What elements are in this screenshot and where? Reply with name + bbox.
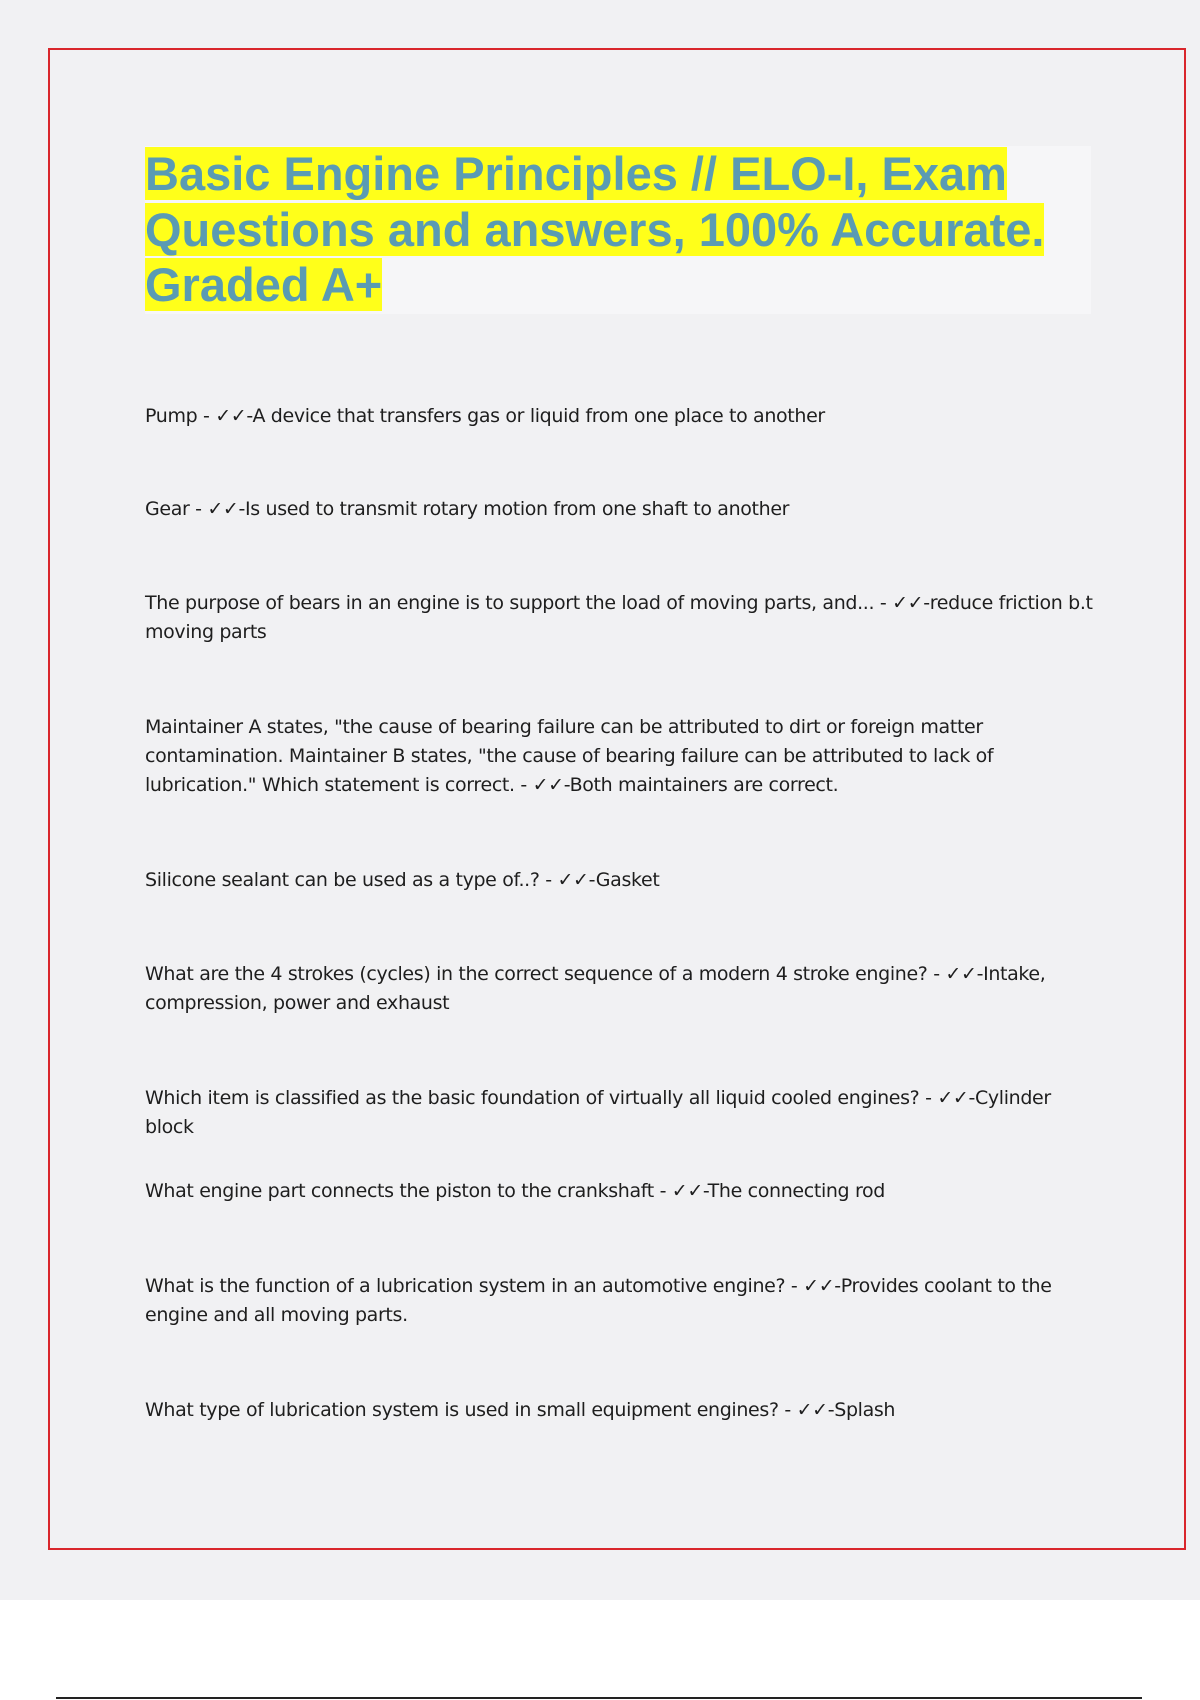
- double-check-icon: ✓✓: [207, 498, 239, 520]
- qa-separator: -: [968, 1087, 975, 1109]
- qa-answer: A device that transfers gas or liquid from one place to another: [252, 405, 825, 427]
- double-check-icon: ✓✓: [945, 963, 977, 985]
- qa-separator: -: [588, 869, 596, 891]
- qa-question: What are the 4 strokes (cycles) in the correct sequence of a modern 4 stroke engine?: [145, 963, 928, 985]
- qa-separator: -: [827, 1399, 835, 1421]
- qa-answer: Provides coolant to the engine and all moving parts.: [145, 1275, 1052, 1326]
- qa-item: [145, 1272, 1095, 1330]
- qa-question: Which item is classified as the basic foundation of virtually all liquid cooled engines?: [145, 1087, 920, 1109]
- qa-item: [145, 402, 1095, 431]
- qa-separator: -: [197, 405, 216, 427]
- qa-separator: -: [246, 405, 253, 427]
- double-check-icon: ✓✓: [937, 1087, 969, 1109]
- qa-separator: -: [778, 1399, 797, 1421]
- qa-answer: Is used to transmit rotary motion from one shaft to another: [245, 498, 790, 520]
- qa-answer: Both maintainers are correct.: [569, 774, 839, 796]
- qa-item: [145, 866, 1095, 895]
- qa-separator: -: [919, 1087, 938, 1109]
- qa-separator: -: [539, 869, 558, 891]
- qa-separator: -: [834, 1275, 841, 1297]
- double-check-icon: ✓✓: [892, 592, 924, 614]
- qa-item: [145, 960, 1095, 1018]
- qa-separator: -: [238, 498, 246, 520]
- double-check-icon: ✓✓: [671, 1180, 703, 1202]
- qa-question: Gear: [145, 498, 190, 520]
- qa-separator: -: [927, 963, 946, 985]
- document-title: [145, 146, 1091, 313]
- qa-question: What type of lubrication system is used in small equipment engines?: [145, 1399, 779, 1421]
- qa-answer: Gasket: [595, 869, 660, 891]
- title-highlight: Basic Engine Principles // ELO-I, Exam Questions and answers, 100% Accurate. Graded A+: [145, 147, 1045, 311]
- qa-item: [145, 1177, 1095, 1206]
- qa-separator: -: [514, 774, 533, 796]
- qa-answer: Intake, compression, power and exhaust: [145, 963, 1046, 1014]
- qa-answer: Splash: [834, 1399, 896, 1421]
- qa-item: [145, 1396, 1095, 1425]
- qa-separator: -: [874, 592, 893, 614]
- qa-separator: -: [923, 592, 930, 614]
- qa-question: What engine part connects the piston to the crankshaft: [145, 1180, 654, 1202]
- title-block: [145, 146, 1091, 314]
- qa-separator: -: [702, 1180, 708, 1202]
- qa-question: Silicone sealant can be used as a type of..?: [145, 869, 540, 891]
- qa-separator: -: [563, 774, 570, 796]
- qa-question: Pump: [145, 405, 198, 427]
- double-check-icon: ✓✓: [803, 1275, 835, 1297]
- qa-question: What is the function of a lubrication system in an automotive engine?: [145, 1275, 786, 1297]
- qa-question: Maintainer A states, "the cause of bearing failure can be attributed to dirt or foreign matter contamination. Maintainer B states, "the cause of bearing failure can be attributed to lack of lubrication." Which statement is correct.: [145, 716, 994, 796]
- qa-separator: -: [976, 963, 984, 985]
- qa-item: [145, 495, 1095, 524]
- qa-separator: -: [189, 498, 208, 520]
- double-check-icon: ✓✓: [532, 774, 564, 796]
- qa-separator: -: [653, 1180, 672, 1202]
- qa-item: [145, 1084, 1095, 1142]
- qa-answer: Cylinder block: [145, 1087, 1051, 1138]
- qa-separator: -: [785, 1275, 804, 1297]
- double-check-icon: ✓✓: [557, 869, 589, 891]
- qa-item: [145, 713, 1095, 800]
- next-page-rule: [56, 1697, 1142, 1699]
- qa-item: [145, 589, 1095, 647]
- double-check-icon: ✓✓: [796, 1399, 828, 1421]
- qa-answer: reduce friction b.t moving parts: [145, 592, 1093, 643]
- double-check-icon: ✓✓: [215, 405, 247, 427]
- qa-question: The purpose of bears in an engine is to support the load of moving parts, and...: [145, 592, 875, 614]
- qa-answer: The connecting rod: [707, 1180, 885, 1202]
